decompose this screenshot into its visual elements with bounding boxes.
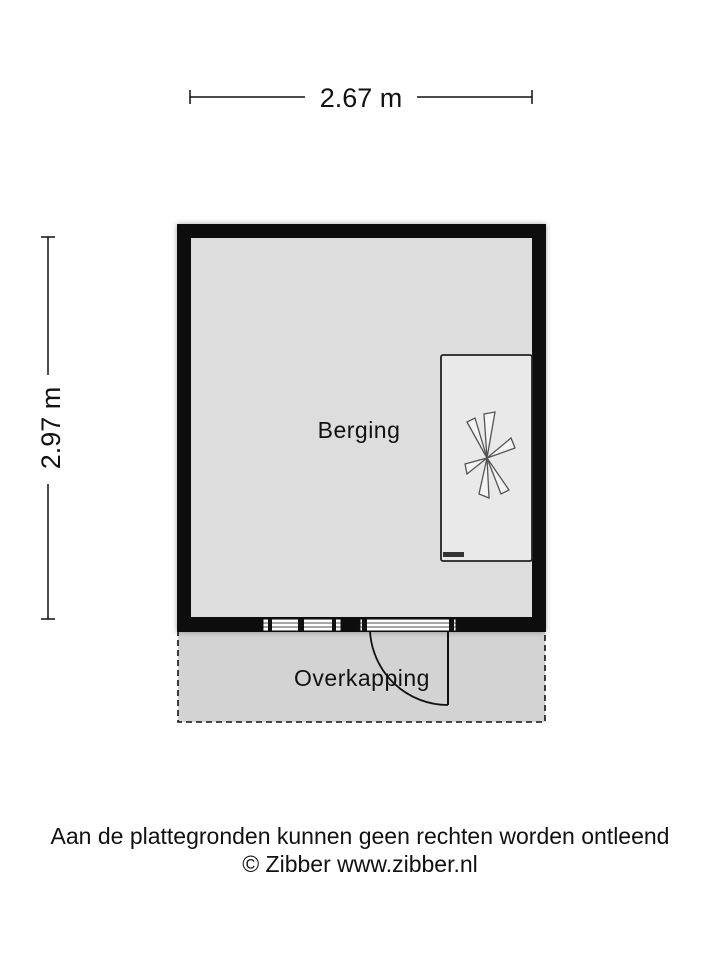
height-label: 2.97 m (36, 386, 66, 470)
appliance-unit (441, 355, 532, 561)
height-dimension (36, 237, 66, 619)
width-label: 2.67 m (319, 83, 403, 113)
disclaimer-text: Aan de plattegronden kunnen geen rechten worden ontleend (50, 823, 670, 849)
room-label-berging: Berging (317, 417, 401, 443)
copyright-text: © Zibber www.zibber.nl (242, 851, 478, 877)
width-dimension (190, 83, 532, 113)
window (263, 619, 341, 631)
room-label-overkapping: Overkapping (294, 665, 430, 691)
